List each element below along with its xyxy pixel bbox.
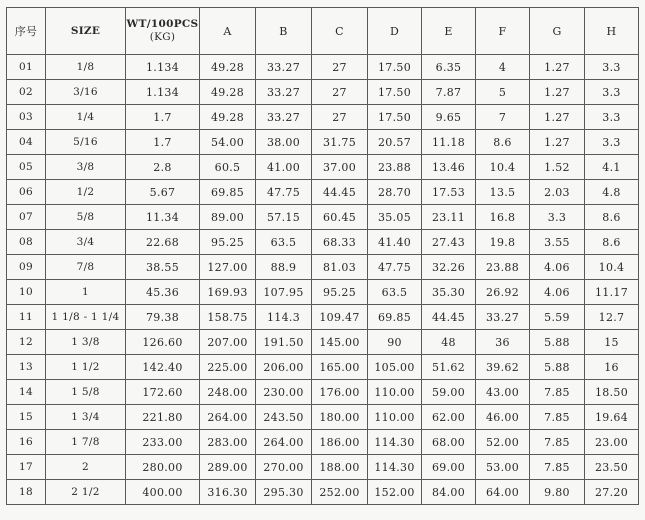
cell-h: 8.6 [585, 205, 639, 230]
cell-g: 1.27 [530, 55, 585, 80]
cell-c: 109.47 [312, 305, 368, 330]
cell-a: 49.28 [200, 55, 256, 80]
cell-d: 17.50 [368, 55, 422, 80]
header-c: C [312, 8, 368, 55]
cell-d: 63.5 [368, 280, 422, 305]
cell-size: 1/2 [46, 180, 126, 205]
cell-f: 7 [476, 105, 530, 130]
cell-h: 4.8 [585, 180, 639, 205]
header-row [7, 8, 639, 55]
cell-f: 39.62 [476, 355, 530, 380]
cell-e: 6.35 [422, 55, 476, 80]
cell-h: 3.3 [585, 105, 639, 130]
cell-no: 13 [7, 355, 46, 380]
cell-h: 3.3 [585, 80, 639, 105]
cell-f: 46.00 [476, 405, 530, 430]
cell-e: 48 [422, 330, 476, 355]
cell-size: 1 5/8 [46, 380, 126, 405]
table-row [7, 255, 639, 280]
cell-d: 47.75 [368, 255, 422, 280]
table-row [7, 80, 639, 105]
cell-b: 295.30 [256, 480, 312, 505]
table-row [7, 380, 639, 405]
cell-size: 1/8 [46, 55, 126, 80]
dimension-table [6, 7, 639, 505]
cell-f: 33.27 [476, 305, 530, 330]
cell-h: 18.50 [585, 380, 639, 405]
cell-e: 17.53 [422, 180, 476, 205]
cell-c: 252.00 [312, 480, 368, 505]
cell-e: 51.62 [422, 355, 476, 380]
cell-size: 1 3/8 [46, 330, 126, 355]
cell-d: 105.00 [368, 355, 422, 380]
cell-weight: 11.34 [126, 205, 200, 230]
cell-c: 37.00 [312, 155, 368, 180]
cell-f: 26.92 [476, 280, 530, 305]
cell-weight: 1.134 [126, 80, 200, 105]
cell-weight: 280.00 [126, 455, 200, 480]
header-b: B [256, 8, 312, 55]
cell-h: 3.3 [585, 55, 639, 80]
cell-b: 270.00 [256, 455, 312, 480]
cell-g: 7.85 [530, 380, 585, 405]
table-row [7, 280, 639, 305]
cell-g: 3.55 [530, 230, 585, 255]
cell-b: 243.50 [256, 405, 312, 430]
cell-g: 1.52 [530, 155, 585, 180]
cell-e: 7.87 [422, 80, 476, 105]
cell-h: 11.17 [585, 280, 639, 305]
cell-h: 27.20 [585, 480, 639, 505]
cell-b: 63.5 [256, 230, 312, 255]
cell-weight: 38.55 [126, 255, 200, 280]
cell-d: 114.30 [368, 430, 422, 455]
cell-h: 23.50 [585, 455, 639, 480]
header-f: F [476, 8, 530, 55]
cell-a: 264.00 [200, 405, 256, 430]
cell-f: 52.00 [476, 430, 530, 455]
cell-g: 7.85 [530, 455, 585, 480]
cell-c: 68.33 [312, 230, 368, 255]
cell-weight: 22.68 [126, 230, 200, 255]
cell-no: 04 [7, 130, 46, 155]
cell-a: 316.30 [200, 480, 256, 505]
cell-b: 57.15 [256, 205, 312, 230]
cell-f: 13.5 [476, 180, 530, 205]
cell-f: 64.00 [476, 480, 530, 505]
cell-d: 41.40 [368, 230, 422, 255]
cell-d: 110.00 [368, 405, 422, 430]
cell-d: 114.30 [368, 455, 422, 480]
cell-a: 49.28 [200, 80, 256, 105]
cell-a: 289.00 [200, 455, 256, 480]
cell-no: 02 [7, 80, 46, 105]
cell-e: 69.00 [422, 455, 476, 480]
cell-h: 16 [585, 355, 639, 380]
cell-g: 5.88 [530, 355, 585, 380]
cell-b: 33.27 [256, 105, 312, 130]
cell-d: 90 [368, 330, 422, 355]
cell-size: 2 [46, 455, 126, 480]
cell-a: 158.75 [200, 305, 256, 330]
cell-g: 5.59 [530, 305, 585, 330]
cell-size: 1 1/8 - 1 1/4 [46, 305, 126, 330]
cell-h: 4.1 [585, 155, 639, 180]
cell-f: 4 [476, 55, 530, 80]
table-row [7, 430, 639, 455]
cell-f: 53.00 [476, 455, 530, 480]
cell-b: 47.75 [256, 180, 312, 205]
header-e: E [422, 8, 476, 55]
cell-no: 05 [7, 155, 46, 180]
cell-a: 169.93 [200, 280, 256, 305]
cell-g: 4.06 [530, 255, 585, 280]
cell-a: 54.00 [200, 130, 256, 155]
cell-e: 27.43 [422, 230, 476, 255]
cell-c: 60.45 [312, 205, 368, 230]
cell-no: 07 [7, 205, 46, 230]
spec-sheet [6, 7, 638, 513]
cell-d: 23.88 [368, 155, 422, 180]
cell-no: 09 [7, 255, 46, 280]
cell-f: 5 [476, 80, 530, 105]
cell-c: 81.03 [312, 255, 368, 280]
cell-size: 1 [46, 280, 126, 305]
table-row [7, 180, 639, 205]
cell-g: 4.06 [530, 280, 585, 305]
cell-no: 06 [7, 180, 46, 205]
cell-h: 23.00 [585, 430, 639, 455]
cell-weight: 142.40 [126, 355, 200, 380]
cell-a: 283.00 [200, 430, 256, 455]
cell-weight: 233.00 [126, 430, 200, 455]
cell-e: 13.46 [422, 155, 476, 180]
cell-g: 2.03 [530, 180, 585, 205]
cell-b: 230.00 [256, 380, 312, 405]
header-g: G [530, 8, 585, 55]
header-no: 序号 [7, 8, 46, 55]
cell-b: 33.27 [256, 55, 312, 80]
cell-size: 3/8 [46, 155, 126, 180]
cell-a: 69.85 [200, 180, 256, 205]
cell-c: 44.45 [312, 180, 368, 205]
cell-weight: 2.8 [126, 155, 200, 180]
cell-no: 11 [7, 305, 46, 330]
cell-g: 7.85 [530, 405, 585, 430]
cell-e: 62.00 [422, 405, 476, 430]
cell-no: 03 [7, 105, 46, 130]
cell-e: 44.45 [422, 305, 476, 330]
cell-size: 3/4 [46, 230, 126, 255]
cell-g: 3.3 [530, 205, 585, 230]
cell-weight: 1.7 [126, 105, 200, 130]
cell-a: 225.00 [200, 355, 256, 380]
table-row [7, 480, 639, 505]
cell-a: 207.00 [200, 330, 256, 355]
cell-weight: 45.36 [126, 280, 200, 305]
cell-c: 95.25 [312, 280, 368, 305]
cell-size: 1/4 [46, 105, 126, 130]
header-weight-label: WT/100PCS [126, 18, 199, 30]
table-row [7, 230, 639, 255]
cell-no: 14 [7, 380, 46, 405]
cell-h: 19.64 [585, 405, 639, 430]
cell-d: 110.00 [368, 380, 422, 405]
cell-no: 08 [7, 230, 46, 255]
cell-d: 35.05 [368, 205, 422, 230]
cell-g: 1.27 [530, 80, 585, 105]
cell-weight: 126.60 [126, 330, 200, 355]
cell-size: 7/8 [46, 255, 126, 280]
cell-e: 32.26 [422, 255, 476, 280]
cell-g: 1.27 [530, 130, 585, 155]
cell-no: 15 [7, 405, 46, 430]
table-row [7, 130, 639, 155]
cell-d: 152.00 [368, 480, 422, 505]
cell-e: 59.00 [422, 380, 476, 405]
cell-f: 19.8 [476, 230, 530, 255]
table-row [7, 455, 639, 480]
cell-weight: 400.00 [126, 480, 200, 505]
cell-b: 191.50 [256, 330, 312, 355]
cell-weight: 172.60 [126, 380, 200, 405]
cell-f: 16.8 [476, 205, 530, 230]
cell-c: 145.00 [312, 330, 368, 355]
cell-c: 27 [312, 80, 368, 105]
cell-b: 38.00 [256, 130, 312, 155]
cell-size: 3/16 [46, 80, 126, 105]
cell-g: 1.27 [530, 105, 585, 130]
table-row [7, 155, 639, 180]
table-row [7, 305, 639, 330]
cell-f: 36 [476, 330, 530, 355]
cell-g: 7.85 [530, 430, 585, 455]
cell-size: 5/16 [46, 130, 126, 155]
cell-weight: 1.7 [126, 130, 200, 155]
cell-d: 69.85 [368, 305, 422, 330]
cell-a: 89.00 [200, 205, 256, 230]
cell-weight: 79.38 [126, 305, 200, 330]
cell-h: 10.4 [585, 255, 639, 280]
table-row [7, 330, 639, 355]
cell-e: 23.11 [422, 205, 476, 230]
cell-e: 11.18 [422, 130, 476, 155]
header-d: D [368, 8, 422, 55]
cell-e: 35.30 [422, 280, 476, 305]
table-row [7, 55, 639, 80]
cell-f: 8.6 [476, 130, 530, 155]
cell-size: 2 1/2 [46, 480, 126, 505]
cell-h: 8.6 [585, 230, 639, 255]
cell-no: 18 [7, 480, 46, 505]
cell-no: 17 [7, 455, 46, 480]
cell-e: 9.65 [422, 105, 476, 130]
cell-e: 68.00 [422, 430, 476, 455]
cell-d: 17.50 [368, 105, 422, 130]
cell-c: 31.75 [312, 130, 368, 155]
cell-b: 114.3 [256, 305, 312, 330]
cell-c: 180.00 [312, 405, 368, 430]
cell-f: 10.4 [476, 155, 530, 180]
cell-a: 95.25 [200, 230, 256, 255]
cell-f: 43.00 [476, 380, 530, 405]
cell-a: 127.00 [200, 255, 256, 280]
cell-a: 60.5 [200, 155, 256, 180]
table-row [7, 405, 639, 430]
cell-h: 3.3 [585, 130, 639, 155]
table-row [7, 355, 639, 380]
cell-d: 17.50 [368, 80, 422, 105]
cell-b: 88.9 [256, 255, 312, 280]
cell-e: 84.00 [422, 480, 476, 505]
header-a: A [200, 8, 256, 55]
cell-no: 16 [7, 430, 46, 455]
cell-h: 12.7 [585, 305, 639, 330]
cell-c: 27 [312, 55, 368, 80]
cell-a: 49.28 [200, 105, 256, 130]
cell-b: 41.00 [256, 155, 312, 180]
table-row [7, 205, 639, 230]
cell-no: 10 [7, 280, 46, 305]
header-weight-unit: (KG) [149, 31, 176, 43]
cell-weight: 221.80 [126, 405, 200, 430]
cell-size: 1 7/8 [46, 430, 126, 455]
cell-weight: 1.134 [126, 55, 200, 80]
cell-c: 186.00 [312, 430, 368, 455]
cell-size: 5/8 [46, 205, 126, 230]
cell-b: 33.27 [256, 80, 312, 105]
header-size: SIZE [46, 8, 126, 55]
cell-no: 01 [7, 55, 46, 80]
table-row [7, 105, 639, 130]
cell-d: 28.70 [368, 180, 422, 205]
cell-b: 264.00 [256, 430, 312, 455]
cell-f: 23.88 [476, 255, 530, 280]
table-body [7, 55, 639, 505]
cell-g: 5.88 [530, 330, 585, 355]
cell-size: 1 1/2 [46, 355, 126, 380]
cell-h: 15 [585, 330, 639, 355]
cell-b: 107.95 [256, 280, 312, 305]
cell-weight: 5.67 [126, 180, 200, 205]
cell-size: 1 3/4 [46, 405, 126, 430]
cell-d: 20.57 [368, 130, 422, 155]
header-h: H [585, 8, 639, 55]
cell-c: 165.00 [312, 355, 368, 380]
cell-b: 206.00 [256, 355, 312, 380]
cell-c: 27 [312, 105, 368, 130]
header-weight [126, 8, 200, 55]
cell-c: 188.00 [312, 455, 368, 480]
cell-a: 248.00 [200, 380, 256, 405]
cell-c: 176.00 [312, 380, 368, 405]
cell-no: 12 [7, 330, 46, 355]
cell-g: 9.80 [530, 480, 585, 505]
